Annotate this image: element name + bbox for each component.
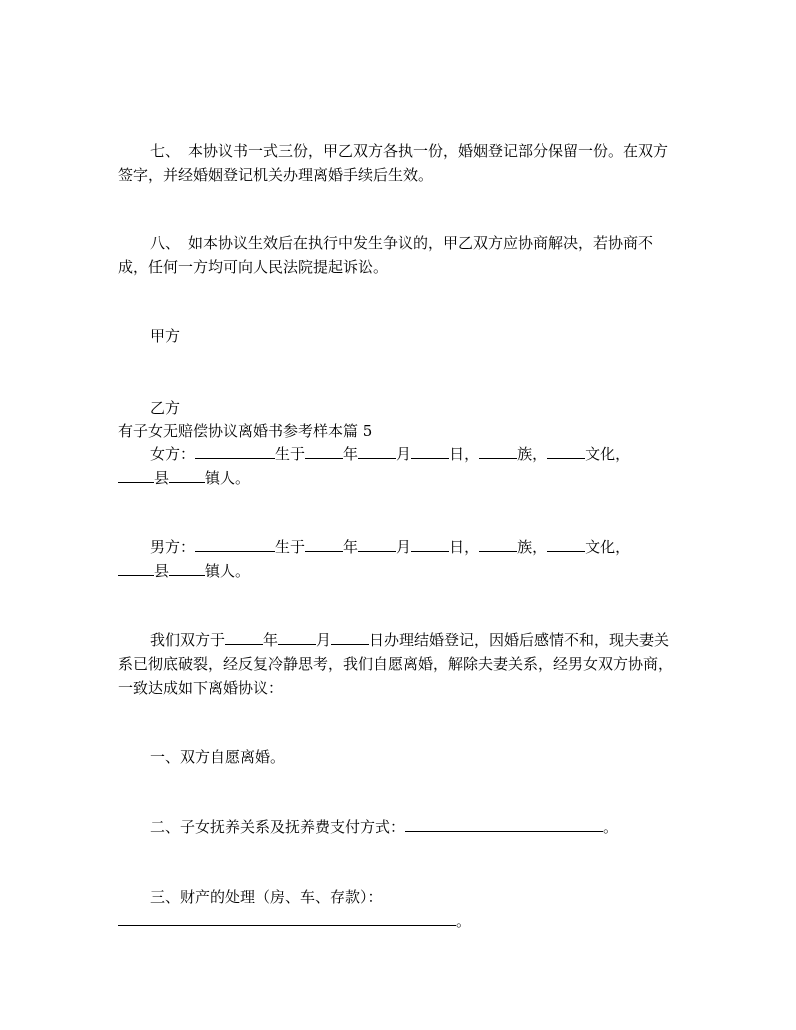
man-town-label: 镇人。 [205,562,251,580]
man-county-blank [118,561,154,576]
woman-education-label: 文化， [585,445,631,463]
clause-eight-number: 八、 [150,234,181,252]
man-year-blank [305,537,343,552]
intro-paragraph [118,628,678,700]
man-month-label: 月 [396,538,412,556]
item-two [118,815,618,839]
woman-county-blank [118,468,154,483]
man-ethnic-label: 族， [517,538,548,556]
item-two-label: 二、子女抚养关系及抚养费支付方式： [150,818,406,836]
intro-day-blank [331,630,369,645]
item-one: 一、双方自愿离婚。 [150,748,286,766]
intro-year-blank [225,630,263,645]
woman-year-label: 年 [343,445,359,463]
woman-born-label: 生于 [275,445,306,463]
woman-day-blank [411,444,449,459]
item-two-end: 。 [603,818,619,836]
item-three-fill [118,909,471,933]
man-day-blank [411,537,449,552]
intro-month-blank [278,630,316,645]
man-county-label: 县 [154,562,170,580]
woman-year-blank [305,444,343,459]
man-info-line-2 [118,559,250,583]
man-info-line-1 [118,535,630,559]
intro-year-label: 年 [263,631,279,649]
woman-ethnic-label: 族， [517,445,548,463]
man-day-label: 日， [449,538,480,556]
woman-day-label: 日， [449,445,480,463]
man-name-blank [195,537,275,552]
woman-county-label: 县 [154,469,170,487]
man-born-label: 生于 [275,538,306,556]
woman-town-label: 镇人。 [205,469,251,487]
woman-info-line-1 [118,442,630,466]
man-month-blank [358,537,396,552]
man-label: 男方： [150,538,196,556]
party-a-signature: 甲方 [150,327,181,345]
clause-seven-text: 本协议书一式三份，甲乙双方各执一份，婚姻登记部分保留一份。在双方签字，并经婚姻登记机关办理离婚手续后生效。 [118,142,669,184]
woman-month-blank [358,444,396,459]
woman-label: 女方： [150,445,196,463]
woman-town-blank [169,468,205,483]
woman-month-label: 月 [396,445,412,463]
item-three-blank [118,911,456,926]
man-education-label: 文化， [585,538,631,556]
man-ethnic-blank [479,537,517,552]
party-b-signature: 乙方 [150,399,181,417]
woman-education-blank [547,444,585,459]
section-title: 有子女无赔偿协议离婚书参考样本篇 5 [118,422,373,440]
man-town-blank [169,561,205,576]
intro-text: 日办理结婚登记，因婚后感情不和，现夫妻关系已彻底破裂，经反复冷静思考，我们自愿离婚，解除夫妻关系，经男女双方协商，一致达成如下离婚协议： [118,631,674,697]
clause-seven [118,139,678,187]
clause-eight [118,231,678,279]
man-education-blank [547,537,585,552]
clause-eight-text: 如本协议生效后在执行中发生争议的，甲乙双方应协商解决，若协商不成，任何一方均可向人民法院提起诉讼。 [118,234,654,276]
item-three: 三、财产的处理（房、车、存款）： [150,888,383,906]
item-two-blank [405,817,603,832]
intro-month-label: 月 [316,631,332,649]
item-three-end: 。 [456,912,472,930]
man-year-label: 年 [343,538,359,556]
woman-ethnic-blank [479,444,517,459]
intro-prefix: 我们双方于 [150,631,226,649]
woman-name-blank [195,444,275,459]
woman-info-line-2 [118,466,250,490]
clause-seven-number: 七、 [150,142,181,160]
